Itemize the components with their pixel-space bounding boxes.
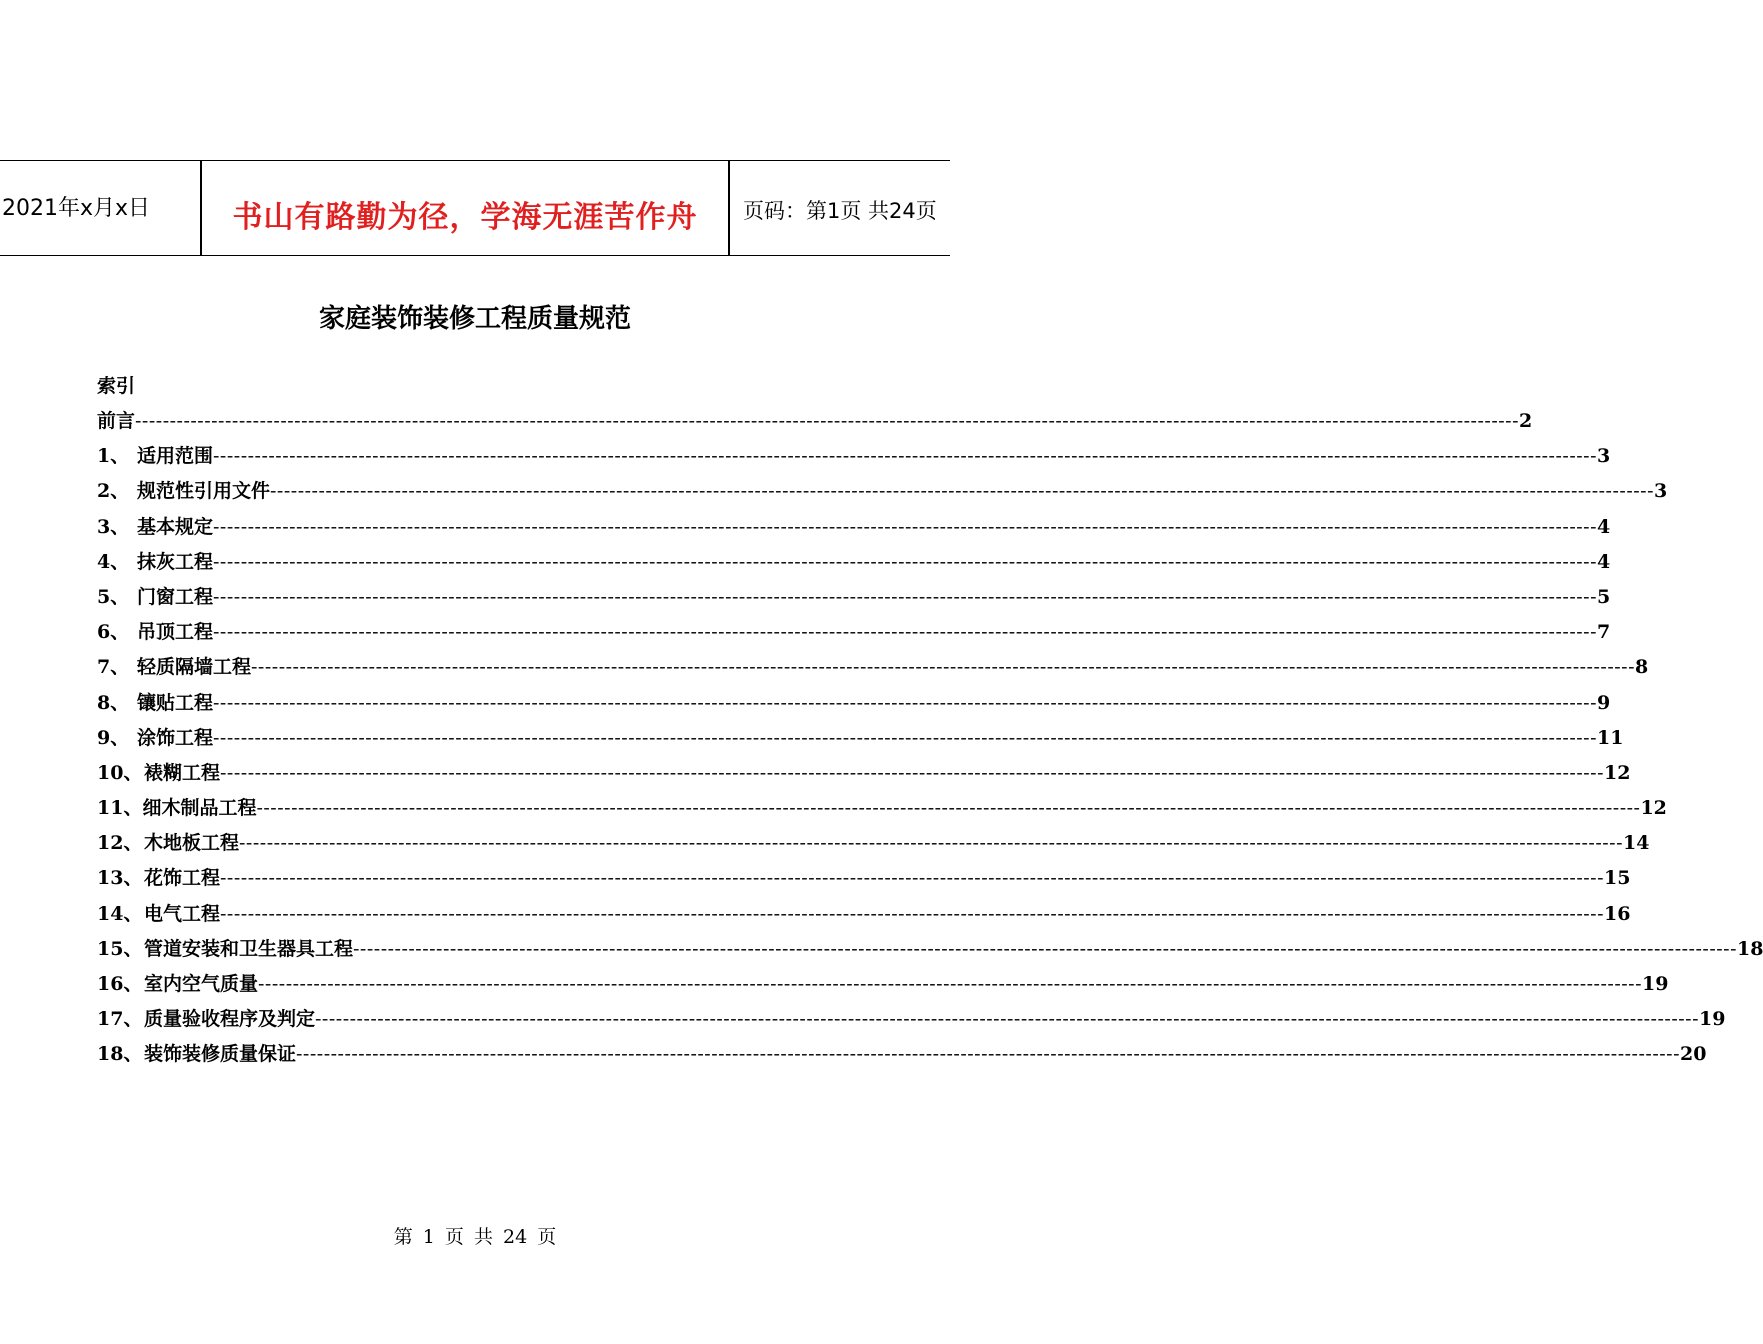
toc-entry[interactable] — [97, 442, 1611, 477]
toc-entry[interactable] — [97, 1005, 1726, 1040]
toc-leader-dashes: -------------------------------------------------------------------------------------------------------------------------------------------------------------------------------------------------------- — [213, 515, 1597, 538]
toc-entry-title: 前言 — [97, 410, 136, 432]
toc-entry-number: 15、 — [97, 937, 143, 960]
toc-entry-number: 10、 — [97, 761, 143, 784]
toc-entry-page: 3 — [1597, 445, 1611, 468]
toc-leader-dashes: -------------------------------------------------------------------------------------------------------------------------------------------------------------------------------------------------------- — [135, 410, 1519, 432]
toc-leader-dashes: -------------------------------------------------------------------------------------------------------------------------------------------------------------------------------------------------------- — [213, 445, 1597, 468]
toc-entry-title: 电气工程 — [144, 902, 221, 925]
toc-leader-dashes: -------------------------------------------------------------------------------------------------------------------------------------------------------------------------------------------------------- — [258, 973, 1642, 995]
toc-entry-title: 基本规定 — [137, 515, 214, 538]
toc-entry-page: 7 — [1597, 621, 1611, 644]
toc-entry-number: 13、 — [97, 867, 143, 890]
toc-entry-number: 16、 — [97, 973, 143, 995]
toc-list — [97, 407, 1763, 1076]
toc-entry-number: 12、 — [97, 832, 143, 855]
toc-entry-title: 装饰装修质量保证 — [144, 1043, 297, 1066]
toc-entry[interactable] — [97, 759, 1631, 794]
toc-entry[interactable] — [97, 935, 1763, 970]
toc-entry-title: 室内空气质量 — [144, 973, 259, 995]
toc-entry-title: 抹灰工程 — [137, 550, 214, 573]
page-header — [0, 160, 950, 256]
toc-entry[interactable] — [97, 583, 1611, 618]
toc-heading: 索引 — [97, 375, 136, 397]
toc-leader-dashes: -------------------------------------------------------------------------------------------------------------------------------------------------------------------------------------------------------- — [213, 621, 1597, 644]
toc-leader-dashes: -------------------------------------------------------------------------------------------------------------------------------------------------------------------------------------------------------- — [220, 867, 1604, 890]
toc-entry-page: 12 — [1640, 797, 1667, 820]
toc-leader-dashes: -------------------------------------------------------------------------------------------------------------------------------------------------------------------------------------------------------- — [239, 832, 1623, 855]
toc-entry-page: 3 — [1654, 480, 1668, 503]
page-footer: 第 1 页 共 24 页 — [393, 1226, 557, 1248]
header-divider — [728, 161, 730, 255]
header-date: 2021年x月x日 — [2, 196, 151, 221]
document-title: 家庭装饰装修工程质量规范 — [318, 304, 631, 334]
toc-leader-dashes: -------------------------------------------------------------------------------------------------------------------------------------------------------------------------------------------------------- — [353, 937, 1737, 960]
toc-entry-title: 吊顶工程 — [137, 621, 214, 644]
toc-entry-title: 镶贴工程 — [137, 691, 214, 714]
toc-entry[interactable] — [97, 653, 1649, 688]
toc-entry-page: 5 — [1597, 585, 1611, 608]
toc-entry-page: 20 — [1680, 1043, 1707, 1066]
toc-entry[interactable] — [97, 1040, 1707, 1075]
toc-entry-number: 14、 — [97, 902, 143, 925]
toc-leader-dashes: -------------------------------------------------------------------------------------------------------------------------------------------------------------------------------------------------------- — [256, 797, 1641, 820]
toc-entry[interactable] — [97, 970, 1669, 1005]
toc-entry-number: 5、 — [97, 585, 130, 608]
toc-entry-number: 9、 — [97, 726, 130, 749]
toc-entry-title: 门窗工程 — [137, 585, 214, 608]
toc-entry-title: 轻质隔墙工程 — [137, 656, 252, 679]
toc-entry[interactable] — [97, 689, 1611, 724]
toc-leader-dashes: -------------------------------------------------------------------------------------------------------------------------------------------------------------------------------------------------------- — [213, 691, 1597, 714]
toc-leader-dashes: -------------------------------------------------------------------------------------------------------------------------------------------------------------------------------------------------------- — [251, 656, 1635, 679]
toc-entry-title: 质量验收程序及判定 — [144, 1008, 316, 1031]
toc-entry-title: 适用范围 — [137, 445, 214, 468]
toc-entry-page: 18 — [1737, 937, 1763, 960]
toc-entry-page: 15 — [1604, 867, 1631, 890]
toc-entry-title: 涂饰工程 — [137, 726, 214, 749]
toc-entry-number: 11、 — [97, 797, 143, 820]
toc-entry-number: 6、 — [97, 621, 130, 644]
toc-entry-title: 裱糊工程 — [144, 761, 221, 784]
toc-entry[interactable] — [97, 829, 1650, 864]
toc-entry-number: 1、 — [97, 445, 130, 468]
toc-entry[interactable] — [97, 900, 1631, 935]
toc-entry-number: 18、 — [97, 1043, 143, 1066]
toc-entry-page: 19 — [1699, 1008, 1726, 1031]
toc-entry-page: 11 — [1597, 726, 1624, 749]
toc-leader-dashes: -------------------------------------------------------------------------------------------------------------------------------------------------------------------------------------------------------- — [220, 761, 1604, 784]
toc-leader-dashes: -------------------------------------------------------------------------------------------------------------------------------------------------------------------------------------------------------- — [315, 1008, 1699, 1031]
toc-entry-title: 花饰工程 — [144, 867, 221, 890]
toc-entry[interactable] — [97, 724, 1624, 759]
toc-leader-dashes: -------------------------------------------------------------------------------------------------------------------------------------------------------------------------------------------------------- — [296, 1043, 1680, 1066]
toc-entry-title: 细木制品工程 — [142, 797, 257, 820]
toc-entry-page: 2 — [1519, 410, 1533, 432]
toc-entry-page: 4 — [1597, 515, 1611, 538]
toc-entry-page: 4 — [1597, 550, 1611, 573]
toc-entry-number: 4、 — [97, 550, 130, 573]
toc-entry[interactable] — [97, 513, 1611, 548]
toc-entry-title: 管道安装和卫生器具工程 — [144, 937, 354, 960]
toc-entry[interactable] — [97, 794, 1667, 829]
toc-entry-number: 7、 — [97, 656, 130, 679]
toc-entry-page: 16 — [1604, 902, 1631, 925]
toc-entry[interactable] — [97, 864, 1631, 899]
toc-leader-dashes: -------------------------------------------------------------------------------------------------------------------------------------------------------------------------------------------------------- — [270, 480, 1654, 503]
toc-leader-dashes: -------------------------------------------------------------------------------------------------------------------------------------------------------------------------------------------------------- — [220, 902, 1604, 925]
toc-leader-dashes: -------------------------------------------------------------------------------------------------------------------------------------------------------------------------------------------------------- — [213, 550, 1597, 573]
toc-entry-title: 木地板工程 — [144, 832, 240, 855]
toc-entry-page: 14 — [1623, 832, 1650, 855]
toc-entry-page: 19 — [1642, 973, 1669, 995]
toc-entry-page: 12 — [1604, 761, 1631, 784]
toc-entry[interactable] — [97, 477, 1668, 512]
toc-entry-title: 规范性引用文件 — [137, 480, 271, 503]
toc-leader-dashes: -------------------------------------------------------------------------------------------------------------------------------------------------------------------------------------------------------- — [213, 726, 1597, 749]
toc-entry-page: 9 — [1597, 691, 1611, 714]
toc-entry[interactable] — [97, 618, 1611, 653]
toc-entry-number: 2、 — [97, 480, 130, 503]
header-motto: 书山有路勤为径，学海无涯苦作舟 — [232, 200, 698, 235]
toc-entry[interactable] — [97, 407, 1533, 442]
toc-leader-dashes: -------------------------------------------------------------------------------------------------------------------------------------------------------------------------------------------------------- — [213, 585, 1597, 608]
toc-entry-page: 8 — [1635, 656, 1649, 679]
toc-entry-number: 17、 — [97, 1008, 143, 1031]
header-page-info: 页码：第1页 共24页 — [743, 199, 937, 223]
toc-entry-number: 8、 — [97, 691, 130, 714]
toc-entry-number: 3、 — [97, 515, 130, 538]
table-of-contents — [97, 372, 1763, 1076]
toc-entry[interactable] — [97, 548, 1611, 583]
